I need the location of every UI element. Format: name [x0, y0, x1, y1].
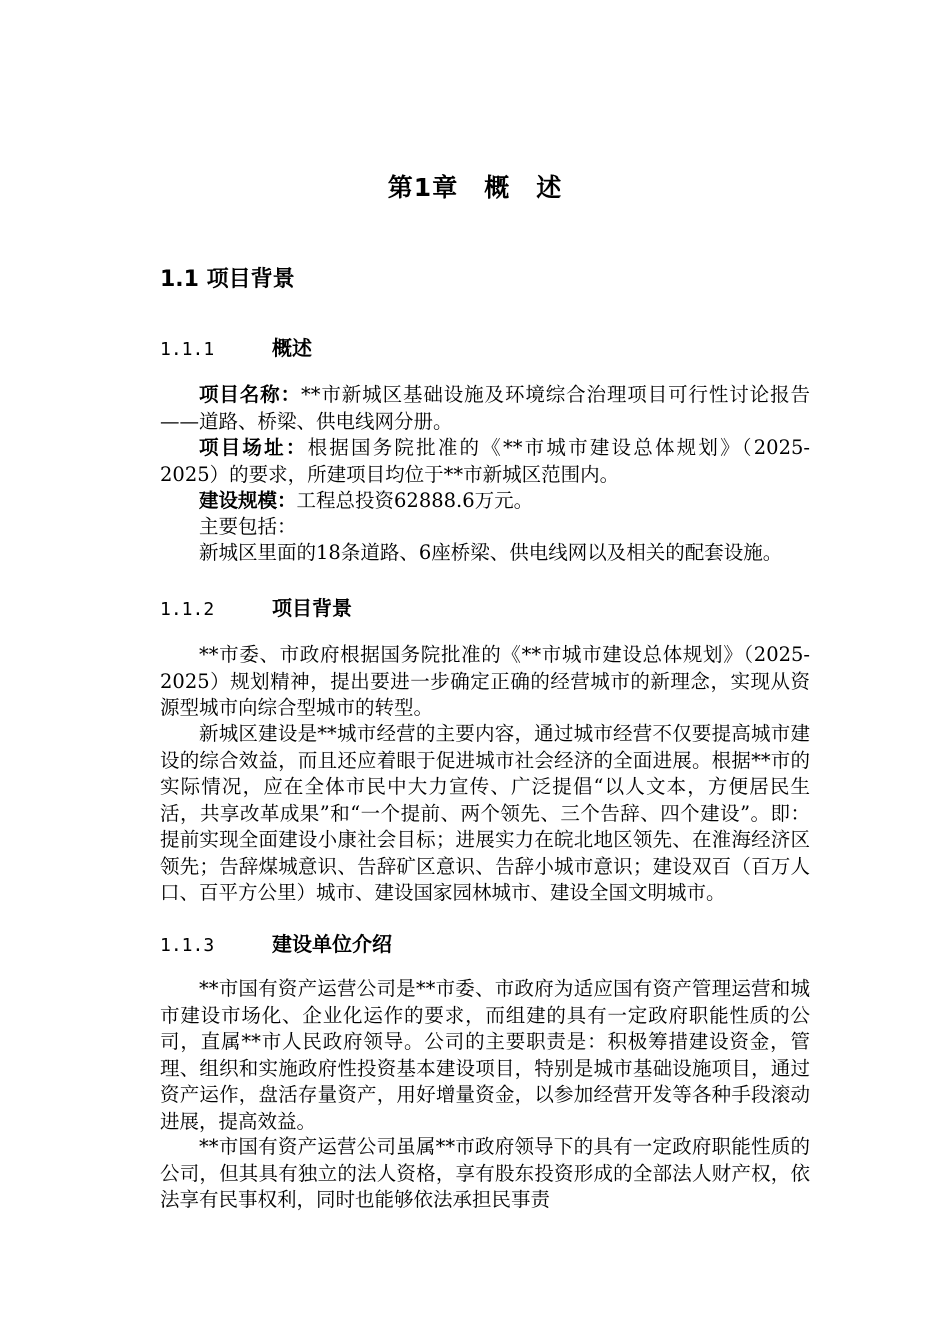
paragraph-new-district-items: 新城区里面的18条道路、6座桥梁、供电线网以及相关的配套设施。	[199, 541, 783, 564]
section-number: 1.1	[160, 267, 199, 292]
paragraph-background-1: **市委、市政府根据国务院批准的《**市城市建设总体规划》（2025-2025）规划精神，提出要进一步确定正确的经营城市的新理念，实现从资源型城市向综合型城市的转型。	[160, 643, 810, 719]
section-heading-1-1	[160, 262, 295, 293]
subsection-title: 建设单位介绍	[272, 932, 392, 956]
construction-scale-text: 工程总投资62888.6万元。	[296, 489, 534, 512]
paragraph-company-2: **市国有资产运营公司虽属**市政府领导下的具有一定政府职能性质的公司，但其具有独立的法人资格，享有股东投资形成的全部法人财产权，依法享有民事权利，同时也能够依法承担民事责	[160, 1135, 810, 1211]
project-name-text: **市新城区基础设施及环境综合治理项目可行性讨论报告——道路、桥梁、供电线网分册。	[160, 383, 810, 433]
paragraph-main-includes: 主要包括：	[199, 515, 297, 538]
subsection-title: 概述	[272, 336, 312, 360]
subsection-number: 1.1.1	[160, 339, 215, 360]
section-title: 项目背景	[206, 267, 295, 292]
paragraph-construction-scale	[160, 488, 810, 515]
project-site-label: 项目场址：	[199, 436, 308, 459]
project-site-text: 根据国务院批准的《**市城市建设总体规划》（2025-2025）的要求，所建项目均位于**市新城区范围内。	[160, 436, 810, 486]
subsection-heading-1-1-2	[160, 592, 352, 621]
paragraph-project-name	[160, 382, 810, 435]
paragraph-company-1: **市国有资产运营公司是**市委、市政府为适应国有资产管理运营和城市建设市场化、企业化运作的要求，而组建的具有一定政府职能性质的公司，直属**市人民政府领导。公司的主要职责是：积极筹措建设资金，管理、组织和实施政府性投资基本建设项目，特别是城市基础设施项目，通过资产运作，盘活存量资产，用好增量资金，以参加经营开发等各种手段滚动进展，提高效益。	[160, 977, 810, 1133]
subsection-heading-1-1-3	[160, 928, 392, 957]
paragraph-project-site	[160, 435, 810, 488]
subsection-number: 1.1.3	[160, 935, 215, 956]
subsection-heading-1-1-1	[160, 332, 312, 361]
chapter-title: 第1章 概 述	[387, 173, 563, 202]
paragraph-background-2: 新城区建设是**城市经营的主要内容，通过城市经营不仅要提高城市建设的综合效益，而且还应着眼于促进城市社会经济的全面进展。根据**市的实际情况，应在全体市民中大力宣传、广泛提倡“以人文本，方便居民生活，共享改革成果”和“一个提前、两个领先、三个告辞、四个建设”。即：提前实现全面建设小康社会目标；进展实力在皖北地区领先、在淮海经济区领先；告辞煤城意识、告辞矿区意识、告辞小城市意识；建设双百（百万人口、百平方公里）城市、建设国家园林城市、建设全国文明城市。	[160, 722, 810, 904]
construction-scale-label: 建设规模：	[199, 489, 297, 512]
project-name-label: 项目名称：	[199, 383, 301, 406]
subsection-number: 1.1.2	[160, 599, 215, 620]
subsection-title: 项目背景	[272, 596, 352, 620]
